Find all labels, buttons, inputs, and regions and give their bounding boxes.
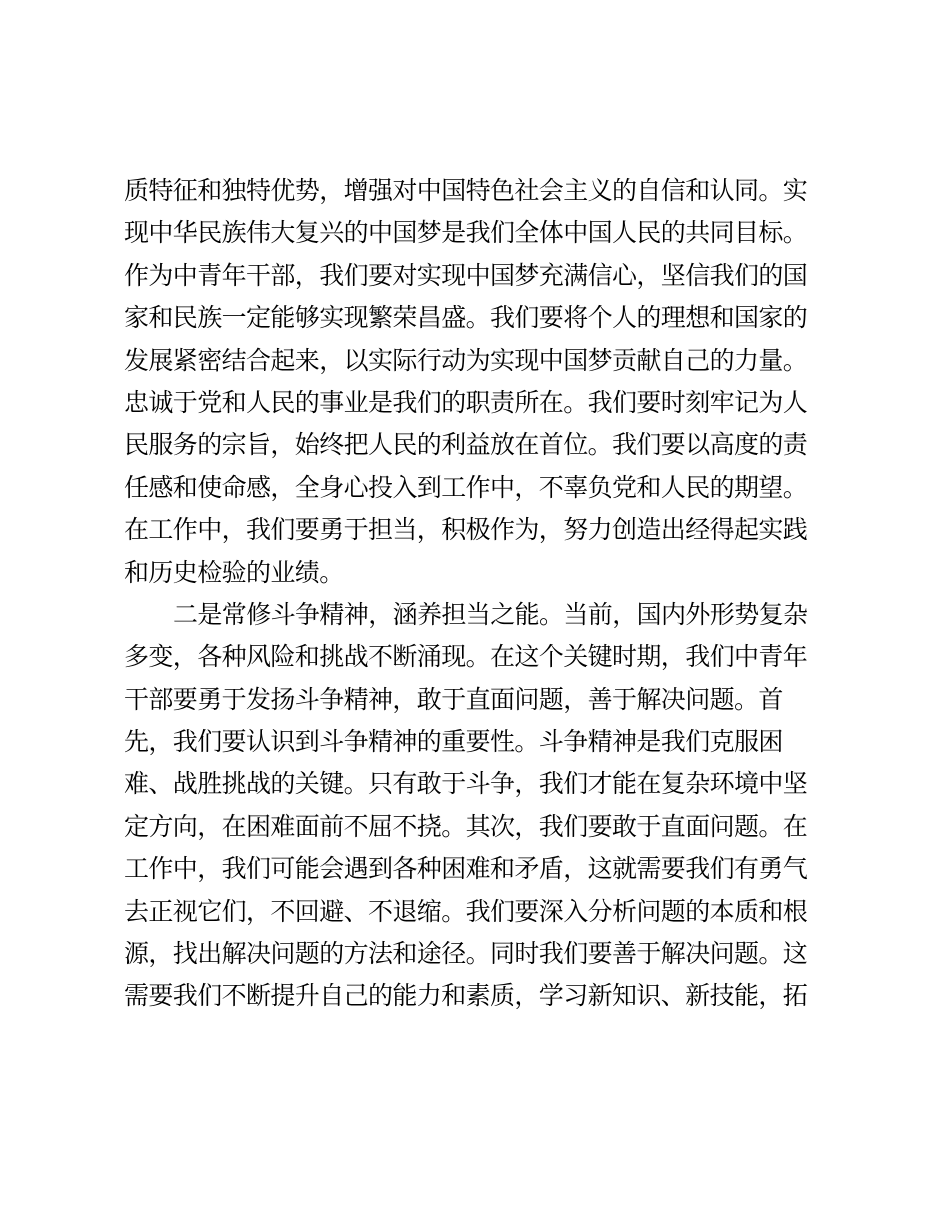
paragraph-1: [124, 170, 824, 594]
text-line: 需要我们不断提升自己的能力和素质，学习新知识、新技能，拓: [124, 981, 808, 1011]
text-line: 干部要勇于发扬斗争精神，敢于直面问题，善于解决问题。首: [124, 684, 783, 714]
text-line: 在工作中，我们要勇于担当，积极作为，努力创造出经得起实践: [124, 515, 808, 545]
text-line: 民服务的宗旨，始终把人民的利益放在首位。我们要以高度的责: [124, 430, 808, 460]
text-line: 任感和使命感，全身心投入到工作中，不辜负党和人民的期望。: [124, 472, 808, 502]
text-line: 源，找出解决问题的方法和途径。同时我们要善于解决问题。这: [124, 939, 808, 969]
paragraph-2: [124, 594, 824, 1018]
text-line: 难、战胜挑战的关键。只有敢于斗争，我们才能在复杂环境中坚: [124, 769, 808, 799]
text-line: 和历史检验的业绩。: [124, 557, 344, 587]
text-line: 发展紧密结合起来，以实际行动为实现中国梦贡献自己的力量。: [124, 345, 808, 375]
text-line: 定方向，在困难面前不屈不挠。其次，我们要敢于直面问题。在: [124, 811, 808, 841]
text-line: 先，我们要认识到斗争精神的重要性。斗争精神是我们克服困: [124, 727, 783, 757]
text-line: 作为中青年干部，我们要对实现中国梦充满信心，坚信我们的国: [124, 260, 808, 290]
text-line-indented: 二是常修斗争精神，涵养担当之能。当前，国内外形势复杂: [173, 599, 808, 629]
text-line: 去正视它们，不回避、不退缩。我们要深入分析问题的本质和根: [124, 896, 808, 926]
text-line: 工作中，我们可能会遇到各种困难和矛盾，这就需要我们有勇气: [124, 854, 808, 884]
text-line: 现中华民族伟大复兴的中国梦是我们全体中国人民的共同目标。: [124, 218, 808, 248]
text-line: 多变，各种风险和挑战不断涌现。在这个关键时期，我们中青年: [124, 642, 808, 672]
text-line: 忠诚于党和人民的事业是我们的职责所在。我们要时刻牢记为人: [124, 387, 808, 417]
text-line: 质特征和独特优势，增强对中国特色社会主义的自信和认同。实: [124, 176, 808, 205]
text-line: 家和民族一定能够实现繁荣昌盛。我们要将个人的理想和国家的: [124, 303, 808, 333]
document-body: [124, 170, 824, 1018]
